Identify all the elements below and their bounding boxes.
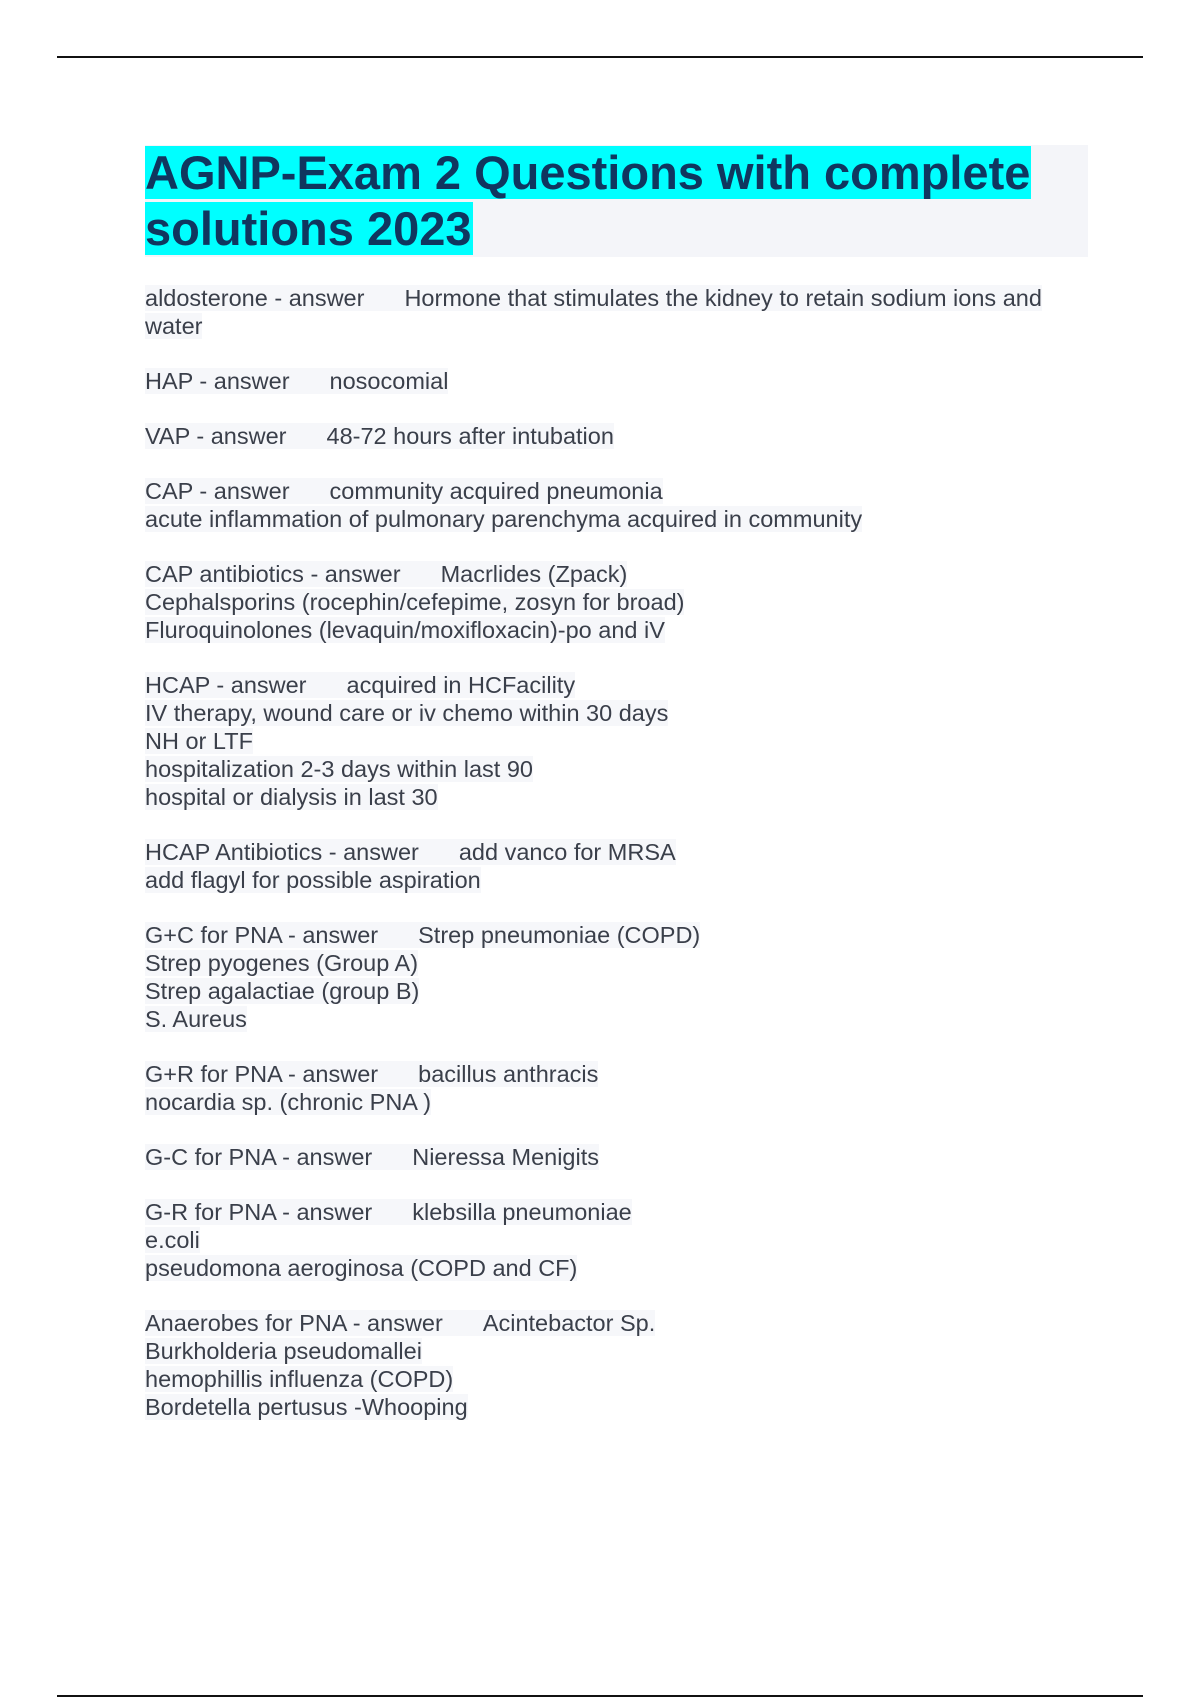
entry-term: HAP - answer (145, 368, 290, 394)
entry-answer-text: Macrlides (Zpack) (440, 561, 628, 587)
entry-line-bg (145, 950, 418, 976)
entry-line (145, 838, 1085, 866)
entry-answer-text: add flagyl for possible aspiration (145, 867, 481, 893)
entry-line-bg (145, 1227, 200, 1253)
entry-answer-text: Strep pyogenes (Group A) (145, 950, 419, 976)
entry-line-bg (145, 1144, 599, 1170)
entry-answer-text: water (145, 313, 203, 339)
flashcard-entry (145, 422, 1085, 450)
entry-answer-text: hemophillis influenza (COPD) (145, 1366, 454, 1392)
entry-line (145, 783, 1085, 811)
entry-answer-text: S. Aureus (145, 1006, 247, 1032)
entry-line-bg (145, 1394, 468, 1420)
entry-line-bg (145, 922, 700, 948)
entry-line-bg (145, 978, 419, 1004)
entry-answer-text: community acquired pneumonia (329, 478, 663, 504)
entry-answer-text: add vanco for MRSA (458, 839, 676, 865)
entry-line (145, 1198, 1085, 1226)
bottom-rule (57, 1695, 1143, 1697)
entry-answer-text: nocardia sp. (chronic PNA ) (145, 1089, 432, 1115)
entry-line-bg (145, 1089, 431, 1115)
flashcard-entry (145, 671, 1085, 811)
entry-term: G+R for PNA - answer (145, 1061, 379, 1087)
entry-line (145, 727, 1085, 755)
entry-answer-text: Strep agalactiae (group B) (145, 978, 420, 1004)
entry-term: CAP - answer (145, 478, 290, 504)
entry-line-bg (145, 1255, 577, 1281)
entry-term: G+C for PNA - answer (145, 922, 379, 948)
entry-line (145, 671, 1085, 699)
entry-answer-text: NH or LTF (145, 728, 253, 754)
entry-line (145, 1226, 1085, 1254)
entry-line-bg (145, 784, 438, 810)
entry-answer-text: 48-72 hours after intubation (326, 423, 614, 449)
entry-line (145, 312, 1085, 340)
entry-line (145, 977, 1085, 1005)
entry-answer-text: pseudomona aeroginosa (COPD and CF) (145, 1255, 578, 1281)
entry-line-bg (145, 617, 665, 643)
entry-line-bg (145, 1366, 453, 1392)
entry-line-bg (145, 506, 862, 532)
flashcard-entry (145, 284, 1085, 340)
entry-line (145, 616, 1085, 644)
entry-line-bg (145, 1006, 247, 1032)
entry-answer-text: hospital or dialysis in last 30 (145, 784, 438, 810)
entry-line (145, 1143, 1085, 1171)
entry-answer-text: nosocomial (329, 368, 449, 394)
entry-line-bg (145, 478, 663, 504)
entry-answer-text: Hormone that stimulates the kidney to retain sodium ions and (404, 285, 1042, 311)
flashcard-entry (145, 921, 1085, 1033)
entry-line (145, 284, 1085, 312)
entry-line-bg (145, 561, 627, 587)
flashcard-entry (145, 1309, 1085, 1421)
entry-line (145, 1365, 1085, 1393)
entry-line (145, 588, 1085, 616)
entry-answer-text: e.coli (145, 1227, 200, 1253)
entry-term: CAP antibiotics - answer (145, 561, 401, 587)
entry-line (145, 1088, 1085, 1116)
entry-answer-text: IV therapy, wound care or iv chemo within 30 days (145, 700, 669, 726)
entry-line (145, 367, 1085, 395)
entry-answer-text: bacillus anthracis (418, 1061, 599, 1087)
entry-line-bg (145, 313, 202, 339)
entry-line (145, 755, 1085, 783)
entry-line (145, 422, 1085, 450)
entry-answer-text: Cephalsporins (rocephin/cefepime, zosyn for broad) (145, 589, 685, 615)
flashcard-entry (145, 477, 1085, 533)
entry-line (145, 921, 1085, 949)
entry-answer-text: Fluroquinolones (levaquin/moxifloxacin)-po and iV (145, 617, 665, 643)
entry-line-bg (145, 1061, 598, 1087)
entry-line (145, 505, 1085, 533)
entry-term: G-C for PNA - answer (145, 1144, 373, 1170)
title-block (145, 145, 1088, 257)
entry-answer-text: Nieressa Menigits (412, 1144, 599, 1170)
entry-answer-text: acquired in HCFacility (346, 672, 576, 698)
entry-term: HCAP Antibiotics - answer (145, 839, 419, 865)
entry-term: VAP - answer (145, 423, 287, 449)
entry-line-bg (145, 728, 253, 754)
entry-line (145, 866, 1085, 894)
flashcard-entry (145, 838, 1085, 894)
entry-term: G-R for PNA - answer (145, 1199, 373, 1225)
entry-line-bg (145, 1310, 655, 1336)
top-rule (57, 56, 1143, 58)
entry-line-bg (145, 1338, 422, 1364)
entry-line-bg (145, 672, 575, 698)
entry-line-bg (145, 756, 533, 782)
entry-term: Anaerobes for PNA - answer (145, 1310, 443, 1336)
entry-line (145, 949, 1085, 977)
entry-line (145, 560, 1085, 588)
flashcard-entry (145, 1060, 1085, 1116)
entry-answer-text: Strep pneumoniae (COPD) (418, 922, 701, 948)
page-title (145, 145, 1088, 257)
flashcard-entry (145, 1143, 1085, 1171)
flashcard-entry (145, 560, 1085, 644)
entry-answer-text: Burkholderia pseudomallei (145, 1338, 422, 1364)
entry-answer-text: Bordetella pertusus -Whooping (145, 1394, 468, 1420)
entry-line-bg (145, 589, 684, 615)
entry-line-bg (145, 368, 448, 394)
page-title-text: AGNP-Exam 2 Questions with complete solutions 2023 (145, 146, 1031, 255)
flashcard-entry (145, 1198, 1085, 1282)
entry-line (145, 1393, 1085, 1421)
entry-line-bg (145, 867, 481, 893)
entry-line (145, 477, 1085, 505)
entry-line-bg (145, 839, 676, 865)
entry-line (145, 699, 1085, 727)
entry-answer-text: klebsilla pneumoniae (412, 1199, 632, 1225)
flashcard-list (145, 284, 1085, 1448)
entry-term: HCAP - answer (145, 672, 307, 698)
entry-line-bg (145, 700, 668, 726)
entry-answer-text: acute inflammation of pulmonary parenchyma acquired in community (145, 506, 863, 532)
entry-line-bg (145, 423, 614, 449)
entry-line (145, 1060, 1085, 1088)
entry-line (145, 1337, 1085, 1365)
entry-term: aldosterone - answer (145, 285, 365, 311)
flashcard-entry (145, 367, 1085, 395)
entry-line (145, 1005, 1085, 1033)
entry-line (145, 1309, 1085, 1337)
entry-answer-text: Acintebactor Sp. (482, 1310, 656, 1336)
entry-line-bg (145, 285, 1042, 311)
entry-answer-text: hospitalization 2-3 days within last 90 (145, 756, 533, 782)
entry-line (145, 1254, 1085, 1282)
entry-line-bg (145, 1199, 632, 1225)
